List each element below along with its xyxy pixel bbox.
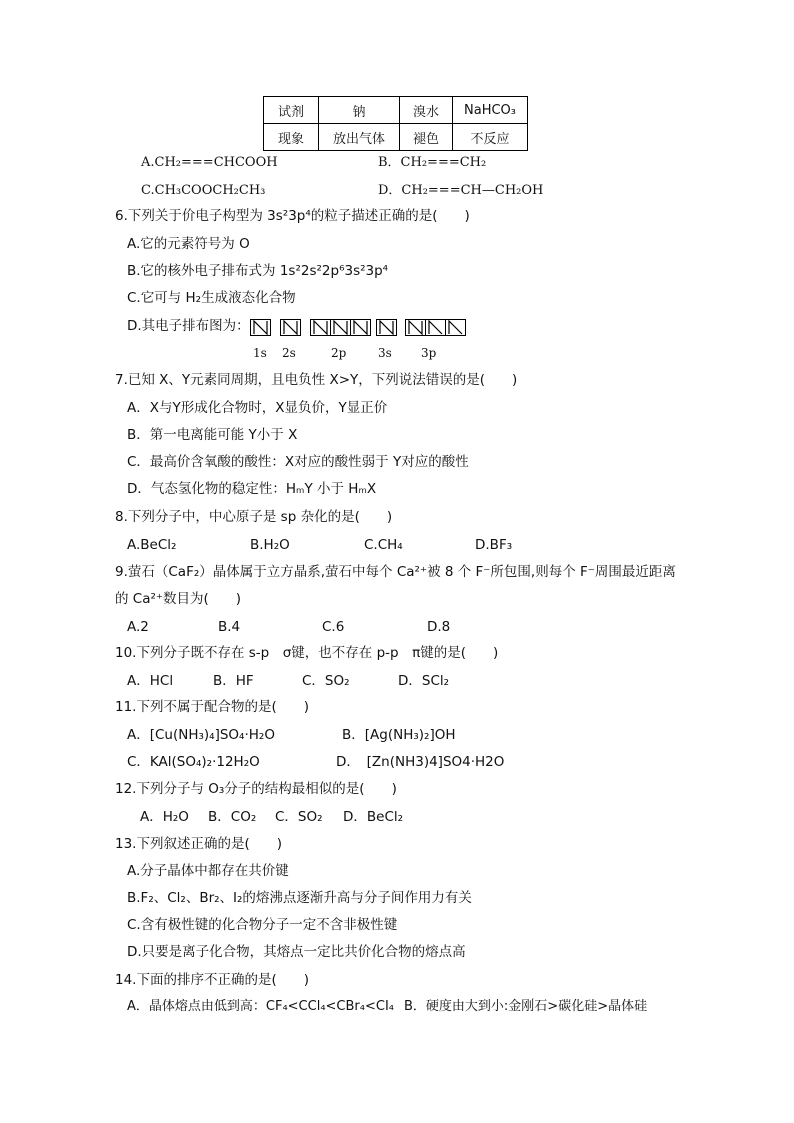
orbital-box (280, 319, 301, 336)
q6-stem: 6.下列关于价电子构型为 3s²3p⁴的粒子描述正确的是( ) (115, 208, 470, 224)
reagent-table (263, 96, 528, 151)
q7-stem: 7.已知 X、Y元素同周期，且电负性 X>Y，下列说法错误的是( ) (115, 372, 518, 388)
q7-option-b: B．第一电离能可能 Y小于 X (127, 427, 298, 443)
orbital-box (376, 319, 397, 336)
q8-option-c: C.CH₄ (364, 537, 403, 553)
table-cell: 试剂 (264, 97, 319, 124)
table-row (264, 97, 528, 124)
q13-stem: 13.下列叙述正确的是( ) (115, 836, 283, 852)
q10-option-d: D．SCl₂ (398, 673, 450, 689)
q6-option-a: A.它的元素符号为 O (127, 236, 250, 252)
q7-option-d: D．气态氢化物的稳定性：HₘY 小于 HₘX (127, 481, 377, 497)
q8-option-b: B.H₂O (250, 537, 290, 553)
q12-option-d: D．BeCl₂ (343, 809, 404, 825)
q12-option-c: C．SO₂ (275, 809, 323, 825)
table-cell: 钠 (319, 97, 400, 124)
q5-option-b: B．CH₂===CH₂ (378, 155, 487, 170)
q8-option-a: A.BeCl₂ (127, 537, 177, 553)
orbital-label: 1s (253, 346, 267, 360)
orbital-box (405, 319, 426, 336)
orbital-label: 3s (378, 346, 392, 360)
q10-option-c: C．SO₂ (302, 673, 350, 689)
orbital-box (310, 319, 331, 336)
q13-option-c: C.含有极性键的化合物分子一定不含非极性键 (127, 917, 398, 933)
q6-option-b: B.它的核外电子排布式为 1s²2s²2p⁶3s²3p⁴ (127, 263, 389, 279)
q5-option-a: A.CH₂===CHCOOH (141, 155, 278, 170)
q10-stem: 10.下列分子既不存在 s-p σ键，也不存在 p-p π键的是( ) (115, 645, 499, 661)
orbital-box (250, 319, 271, 336)
q10-option-b: B．HF (213, 673, 254, 689)
orbital-label: 2p (331, 346, 347, 360)
orbital-label: 3p (421, 346, 437, 360)
q11-option-d: D． [Zn(NH3)4]SO4·H2O (336, 754, 505, 770)
table-cell: 溴水 (400, 97, 453, 124)
table-cell: NaHCO₃ (453, 97, 528, 124)
q7-option-c: C．最高价含氧酸的酸性：X对应的酸性弱于 Y对应的酸性 (127, 454, 469, 470)
orbital-3s (377, 319, 397, 336)
orbital-label: 2s (282, 346, 296, 360)
orbital-3p (406, 319, 466, 336)
q12-stem: 12.下列分子与 O₃分子的结构最相似的是( ) (115, 781, 397, 797)
q9-option-a: A.2 (127, 619, 149, 635)
q11-option-a: A．[Cu(NH₃)₄]SO₄·H₂O (127, 727, 275, 743)
q13-option-b: B.F₂、Cl₂、Br₂、I₂的熔沸点逐渐升高与分子间作用力有关 (127, 890, 472, 906)
q5-option-c: C.CH₃COOCH₂CH₃ (141, 183, 266, 198)
q13-option-a: A.分子晶体中都存在共价键 (127, 863, 289, 879)
table-cell: 放出气体 (319, 124, 400, 151)
q10-option-a: A．HCl (127, 673, 174, 689)
q6-option-d: D.其电子排布图为： (127, 318, 250, 334)
table-cell: 现象 (264, 124, 319, 151)
orbital-box (425, 319, 446, 336)
orbital-2s (281, 319, 301, 336)
q9-option-b: B.4 (218, 619, 241, 635)
q11-option-b: B．[Ag(NH₃)₂]OH (342, 727, 456, 743)
q11-option-c: C．KAl(SO₄)₂·12H₂O (127, 754, 260, 770)
q8-option-d: D.BF₃ (475, 537, 513, 553)
q9-option-c: C.6 (322, 619, 345, 635)
table-cell: 褪色 (400, 124, 453, 151)
q12-option-a: A．H₂O (140, 809, 189, 825)
q13-option-d: D.只要是离子化合物，其熔点一定比共价化合物的熔点高 (127, 944, 466, 960)
orbital-box (350, 319, 371, 336)
q9-option-d: D.8 (427, 619, 451, 635)
q7-option-a: A．X与Y形成化合物时，X显负价，Y显正价 (127, 400, 388, 416)
q12-option-b: B．CO₂ (208, 809, 257, 825)
q5-option-d: D．CH₂===CH—CH₂OH (378, 183, 544, 198)
q8-stem: 8.下列分子中，中心原子是 sp 杂化的是( ) (115, 509, 393, 525)
table-row (264, 124, 528, 151)
q9-stem-continued: 的 Ca²⁺数目为( ) (115, 591, 242, 607)
q11-stem: 11.下列不属于配合物的是( ) (115, 699, 310, 715)
q14-option-a: A．晶体熔点由低到高：CF₄<CCl₄<CBr₄<CI₄ (127, 999, 394, 1014)
orbital-2p (311, 319, 371, 336)
table-cell: 不反应 (453, 124, 528, 151)
q14-option-b: B．硬度由大到小:金刚石>碳化硅>晶体硅 (404, 999, 648, 1014)
q14-stem: 14.下面的排序不正确的是( ) (115, 972, 310, 988)
orbital-1s (251, 319, 271, 336)
q6-option-c: C.它可与 H₂生成液态化合物 (127, 290, 296, 306)
orbital-box (445, 319, 466, 336)
orbital-box (330, 319, 351, 336)
q9-stem: 9.萤石（CaF₂）晶体属于立方晶系,萤石中每个 Ca²⁺被 8 个 F⁻所包围,则每个 F⁻周围最近距离 (115, 564, 676, 580)
